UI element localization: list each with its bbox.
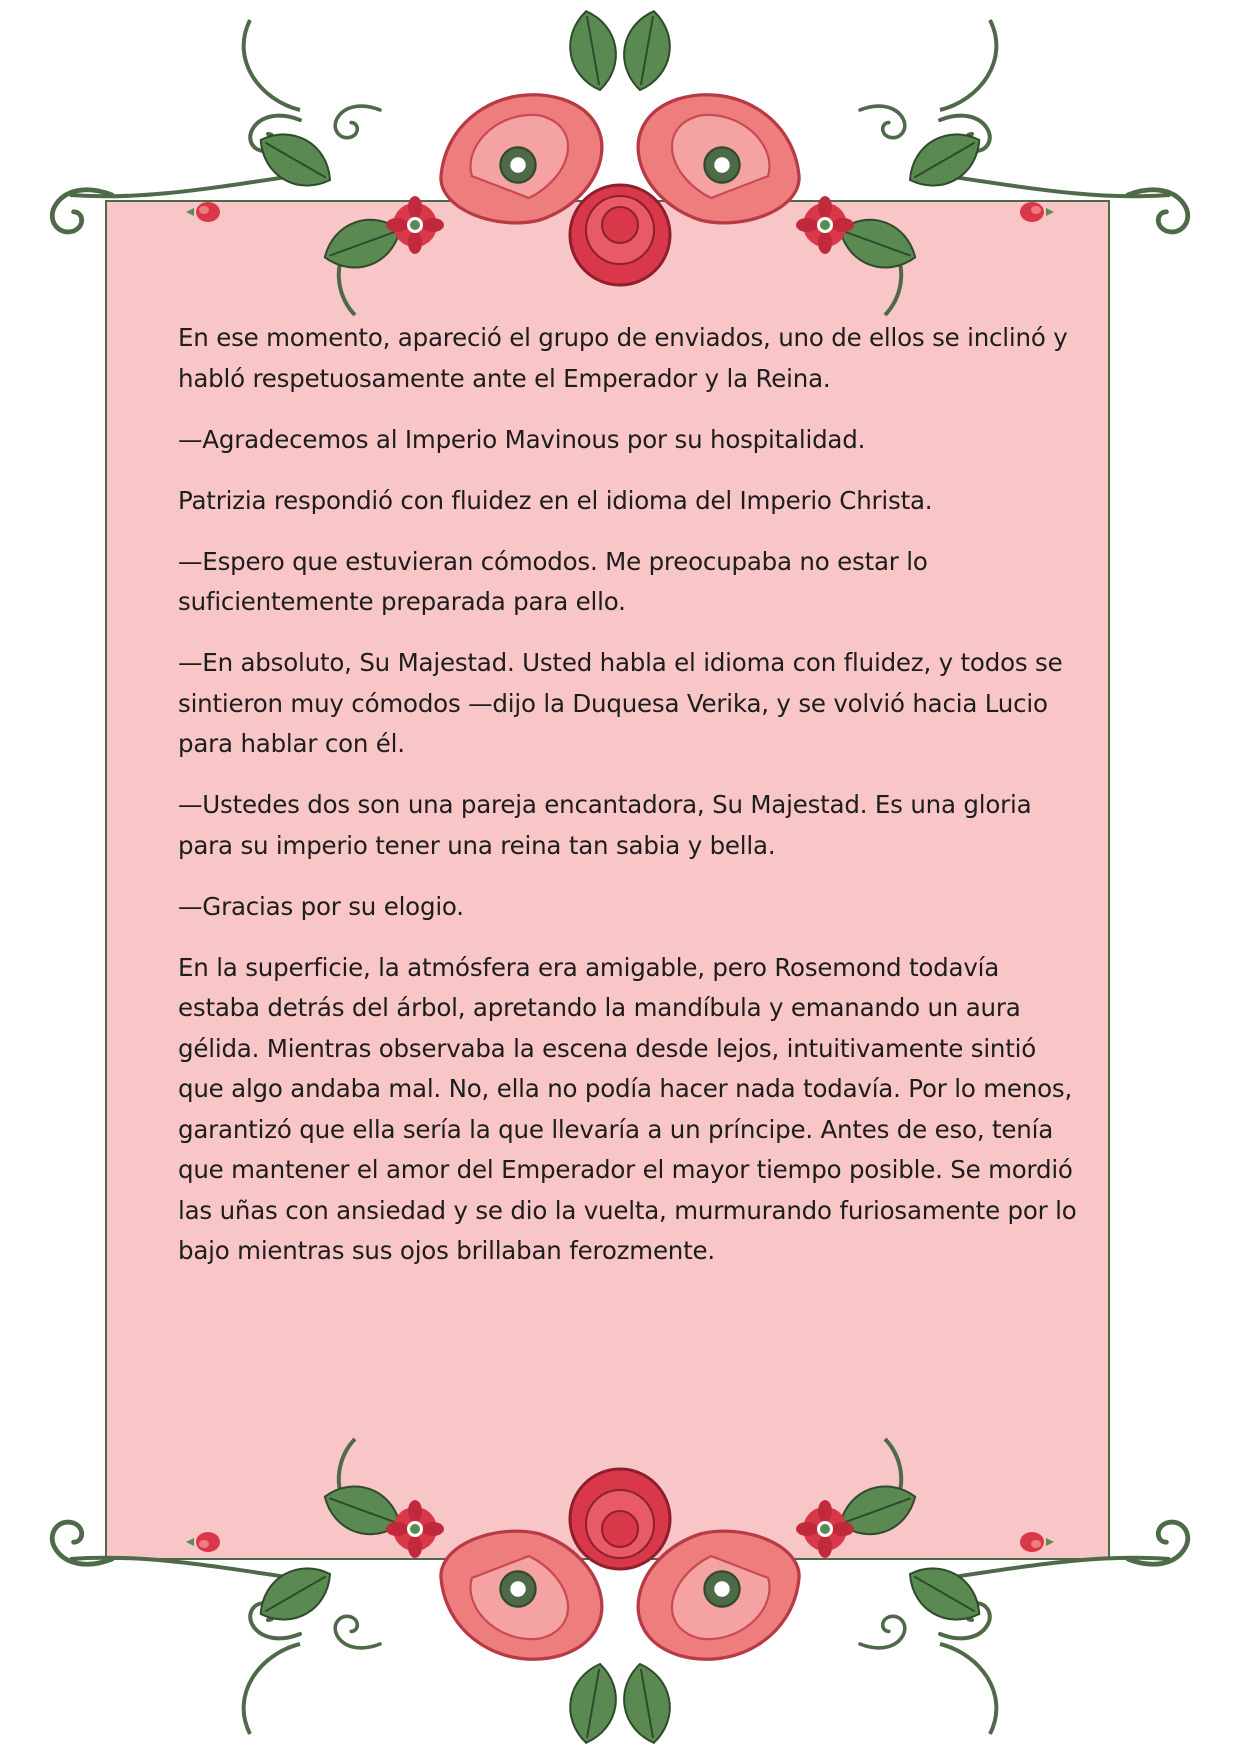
paragraph-3: Patrizia respondió con fluidez en el idioma del Imperio Christa. [178, 485, 933, 515]
paragraph-6: —Ustedes dos son una pareja encantadora, Su Majestad. Es una gloria para su imperio tener una reina tan sabia y bella. [178, 790, 1032, 860]
paragraph-8: En la superficie, la atmósfera era amigable, pero Rosemond todavía estaba detrás del árbol, apretando la mandíbula y emanando un aura gélida. Mientras observaba la escena desde lejos, intuitivamente sintió que algo andaba mal. No, ella no podía hacer nada todavía. Por lo menos, garantizó que ella sería la que llevaría a un príncipe. Antes de eso, tenía que mantener el amor del Emperador el mayor tiempo posible. Se mordió las uñas con ansiedad y se dio la vuelta, murmurando furiosamente por lo bajo mientras sus ojos brillaban ferozmente. [178, 952, 1077, 1265]
floral-border-bottom [0, 1410, 1240, 1754]
paragraph-7: —Gracias por su elogio. [178, 891, 464, 921]
paragraph-2: —Agradecemos al Imperio Mavinous por su hospitalidad. [178, 424, 866, 454]
paragraph-1: En ese momento, apareció el grupo de enviados, uno de ellos se inclinó y habló respetuosamente ante el Emperador y la Reina. [178, 323, 1068, 393]
paragraph-5: —En absoluto, Su Majestad. Usted habla el idioma con fluidez, y todos se sintieron muy cómodos —dijo la Duquesa Verika, y se volvió hacia Lucio para hablar con él. [178, 648, 1063, 758]
paragraph-4: —Espero que estuvieran cómodos. Me preocupaba no estar lo suficientemente preparada para ello. [178, 546, 928, 616]
document-body [178, 318, 1078, 1292]
floral-border-top [0, 0, 1240, 320]
